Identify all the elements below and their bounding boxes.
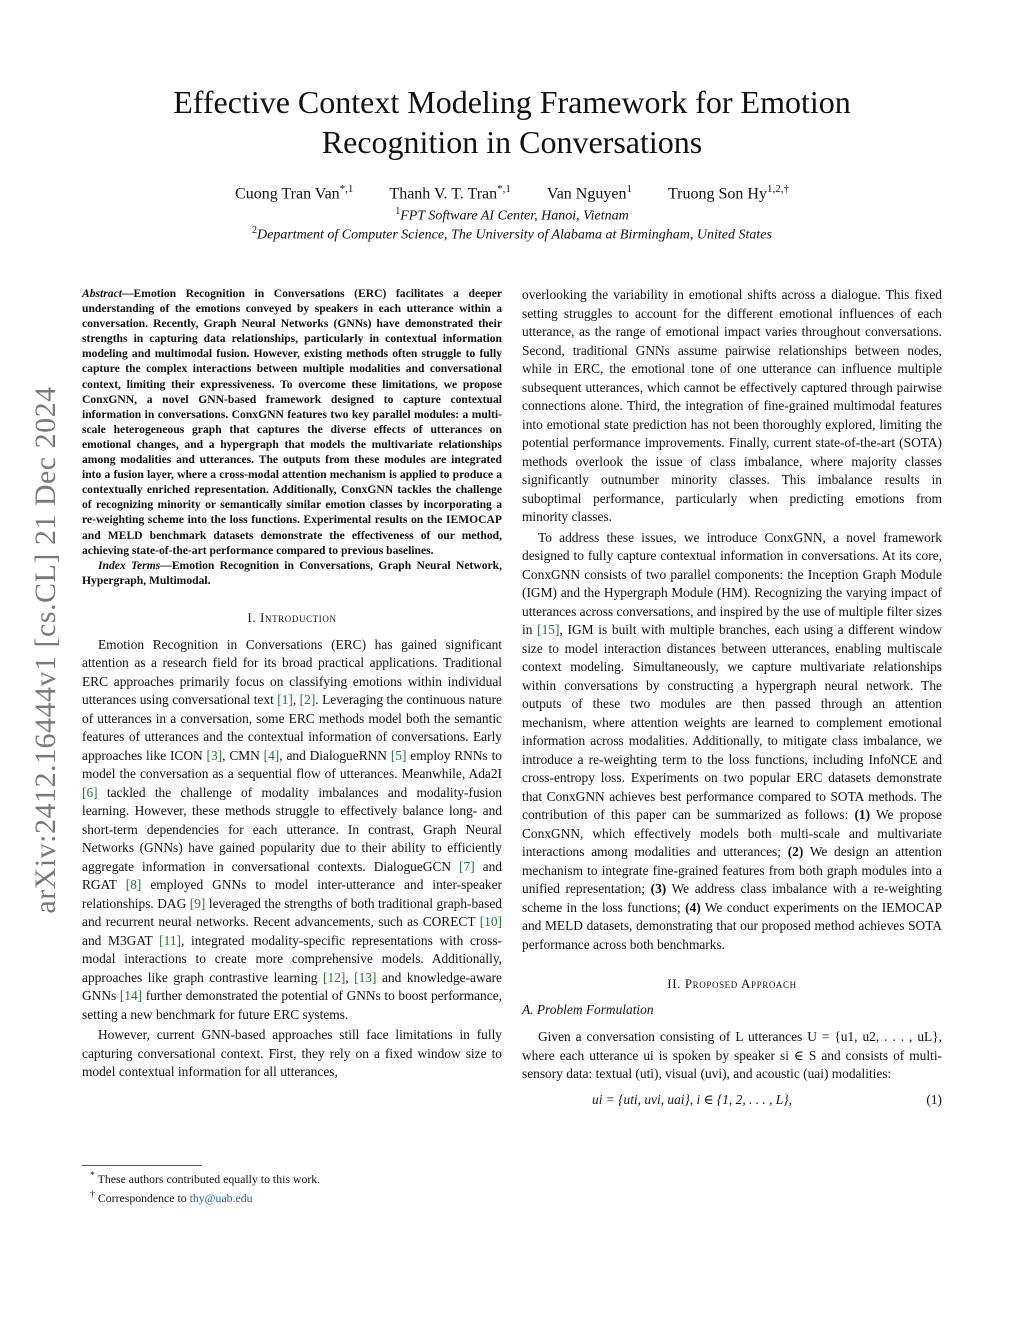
abstract-label: Abstract— (82, 287, 134, 300)
citation-link[interactable]: [11] (159, 932, 181, 948)
citation-link[interactable]: [12] (322, 969, 346, 985)
index-terms-text: Emotion Recognition in Conversations, Graph Neural Network, Hypergraph, Multimodal. (82, 558, 502, 587)
intro-paragraph-2-continued: overlooking the variability in emotional shifts across a dialogue. This fixed setting struggles to account for the different emotional influences of each utterance, as the range of emotional impact varies throughout conversations. Second, traditional GNNs assume pairwise relationships between nodes, while in ERC, the emotional tone of one utterance can influence multiple subsequent utterances, which cannot be effectively captured through pairwise connections alone. Third, the integration of fine-grained multimodal features into emotional state prediction has not been thoroughly explored, limiting the potential performance improvements. Finally, current state-of-the-art (SOTA) methods overlook the issue of class imbalance, where majority classes significantly outnumber minority classes. This imbalance results in suboptimal performance, particularly when predicting emotions from minority classes. (522, 287, 942, 524)
contribution-number: (3) (650, 881, 667, 896)
text: and M3GAT (82, 932, 160, 948)
citation-link[interactable]: [13] (354, 969, 377, 985)
title-line-2: Recognition in Conversations (321, 124, 703, 160)
citation-link[interactable]: [7] (459, 858, 475, 874)
abstract-text: Emotion Recognition in Conversations (ERC) facilitates a deeper understanding of the emotions conveyed by speakers in each utterance within a conversation. Recently, Graph Neural Networks (GNNs) have demonstrated their strengths in capturing data relationships, particularly in contextual information modeling and multimodal fusion. However, existing methods often struggle to fully capture the complex interactions between multiple modalities and conversational context, limiting their expressiveness. To overcome these limitations, we propose ConxGNN, a novel GNN-based framework designed to capture contextual information in conversations. ConxGNN features two key parallel modules: a multi-scale heterogeneous graph that captures the diverse effects of utterances on emotional changes, and a hypergraph that models the multivariate relationships among modalities and utterances. The outputs from these modules are integrated into a fusion layer, where a cross-modal attention mechanism is applied to produce a contextually enriched representation. Additionally, ConxGNN tackles the challenge of recognizing minority or semantically similar emotion classes by incorporating a re-weighting scheme into the loss functions. Experimental results on the IEMOCAP and MELD benchmark datasets demonstrate the effectiveness of our method, achieving state-of-the-art performance compared to previous baselines. (82, 287, 502, 557)
citation-link[interactable]: [6] (82, 784, 98, 800)
text: further demonstrated the potential of GNNs to boost performance, setting a new benchmark for future ERC systems. (82, 988, 502, 1022)
citation-link[interactable]: [14] (119, 988, 143, 1004)
equation-1 (522, 1092, 942, 1108)
text: We conduct experiments on the IEMOCAP and MELD datasets, demonstrating that our proposed method achieves SOTA performance across both benchmarks. (522, 899, 942, 952)
problem-formulation-paragraph: Given a conversation consisting of L utterances U = {u1, u2, . . . , uL}, where each utterance ui is spoken by speaker si ∈ S and consists of multi-sensory data: textual (uti), visual (uvi), and acoustic (uai) modalities: (522, 1029, 942, 1081)
title-line-1: Effective Context Modeling Framework for Emotion (173, 84, 851, 120)
text: employed GNNs to model inter-utterance and inter-speaker relationships. DAG (82, 877, 503, 911)
footnote-rule (82, 1165, 202, 1166)
contribution-number: (4) (685, 899, 701, 915)
author-list (80, 183, 944, 203)
section-heading-proposed-approach (522, 976, 942, 992)
text: and knowledge-aware GNNs (82, 969, 502, 1004)
author-affiliation-mark: 1,2,† (766, 183, 789, 195)
contribution-number: (1) (854, 807, 871, 822)
text: We propose ConxGNN, which effectively models both multi-scale and multivariate interactions among modalities and utterances; (522, 807, 942, 859)
intro-paragraph-2: However, current GNN-based approaches still face limitations in fully capturing conversational context. First, they rely on a fixed window size to model contextual information for all utterances, (82, 1027, 502, 1080)
author-name: Cuong Tran Van (235, 185, 340, 203)
equation-number: (1) (926, 1091, 942, 1107)
section-title: Proposed Approach (684, 976, 797, 991)
text: , integrated modality-specific representations with cross-modal interactions to create more comprehensive models. Additionally, approaches like graph contrastive learning (82, 932, 502, 985)
equation-content: ui = {uti, uvi, uai}, i ∈ {1, 2, . . . , L}, (592, 1091, 792, 1107)
abstract (82, 286, 502, 558)
text: , (345, 969, 355, 985)
contribution-number: (2) (787, 844, 804, 859)
index-terms-label: Index Terms— (98, 558, 172, 572)
intro-paragraph-1 (82, 636, 502, 1025)
index-terms (82, 558, 502, 588)
text: Emotion Recognition in Conversations (ERC) has gained significant attention as a research field for its broad practical applications. Traditional ERC approaches primarily focus on classifying emotions within individual utterances using conversational text (82, 636, 502, 708)
arxiv-identifier: arXiv:2412.16444v1 [cs.CL] 21 Dec 2024 (29, 386, 62, 914)
text: leveraged the strengths of both traditional graph-based and recurrent neural networks. Recent advancements, such as CORECT (82, 895, 502, 930)
text: To address these issues, we introduce ConxGNN, a novel framework designed to fully capture contextual information in conversations. At its core, ConxGNN consists of two parallel components: the Inception Graph Module (IGM) and the Hypergraph Module (HM). Recognizing the varying impact of utterances across conversations, and inspired by the use of multiple filter sizes in (522, 529, 942, 637)
citation-link[interactable]: [1] (277, 692, 293, 708)
citation-link[interactable]: [15] (537, 622, 560, 637)
footnotes (82, 1165, 502, 1206)
arxiv-stamp (26, 355, 66, 945)
author (389, 183, 510, 203)
footnote-1 (82, 1168, 502, 1187)
author-name: Truong Son Hy (667, 185, 767, 203)
affiliation-1 (80, 206, 944, 225)
section-title: Introduction (260, 609, 337, 625)
footnote-mark: * (90, 1170, 95, 1181)
affiliation-mark: 2 (252, 225, 258, 236)
text: We design an attention mechanism to integrate fine-grained features from both graph modules into a unified representation; (522, 844, 942, 896)
citation-link[interactable]: [4] (263, 747, 280, 763)
paper-title (80, 82, 944, 162)
citation-link[interactable]: [5] (390, 747, 407, 763)
affiliation-2 (80, 225, 944, 244)
left-column (82, 286, 502, 1082)
section-heading-introduction (82, 610, 502, 626)
affiliation-mark: 1 (395, 206, 401, 217)
subsection-heading: A. Problem Formulation (522, 1002, 654, 1017)
intro-paragraph-3 (522, 529, 942, 955)
email-link[interactable]: thy@uab.edu (189, 1190, 253, 1205)
footnote-mark: † (90, 1188, 95, 1200)
author-affiliation-mark: *,1 (497, 183, 511, 195)
footnote-2 (82, 1187, 502, 1206)
author (547, 183, 632, 203)
affiliation-text: FPT Software AI Center, Hanoi, Vietnam (400, 208, 629, 224)
text: . Leveraging the continuous nature of utterances in a conversation, some ERC methods model both the semantic features of utterances and the contextual information of conversations. Early approaches like ICON (82, 692, 502, 763)
text: , and DialogueRNN (279, 747, 391, 763)
citation-link[interactable]: [9] (189, 895, 206, 911)
section-number: I. (247, 609, 257, 625)
citation-link[interactable]: [8] (125, 877, 142, 893)
citation-link[interactable]: [2] (299, 692, 316, 708)
affiliation-text: Department of Computer Science, The University of Alabama at Birmingham, United States (257, 227, 772, 243)
author-affiliation-mark: *,1 (339, 183, 354, 195)
author-name: Van Nguyen (546, 185, 627, 203)
text: employ RNNs to model the conversation as a sequential flow of utterances. Meanwhile, Ada2I (82, 747, 502, 782)
right-column (522, 286, 942, 1108)
author (668, 183, 789, 203)
text: and RGAT (82, 858, 502, 893)
author-affiliation-mark: 1 (626, 183, 632, 195)
citation-link[interactable]: [3] (206, 747, 223, 763)
footnote-text: These authors contributed equally to this work. (97, 1171, 321, 1186)
citation-link[interactable]: [10] (479, 914, 502, 930)
footnote-text: Correspondence to (97, 1190, 190, 1205)
author-name: Thanh V. T. Tran (389, 185, 498, 203)
text: , IGM is built with multiple branches, each using a different window size to model interaction distances between utterances, enabling multiscale context modeling. Simultaneously, we capture multivariate relationships within conversations by constructing a hypergraph neural network. The outputs of these two modules are then passed through an attention mechanism, where attention weights are learned to complement emotional information across modalities. Additionally, to mitigate class imbalance, we introduce a re-weighting term to the loss functions, including InfoNCE and cross-entropy loss. Experiments on two popular ERC datasets demonstrate that ConxGNN achieves best performance compared to SOTA methods. The contribution of this paper can be summarized as follows: (522, 622, 942, 822)
text: We address class imbalance with a re-weighting scheme in the loss functions; (522, 881, 942, 915)
text: , (292, 692, 300, 708)
author (235, 183, 353, 203)
text: , CMN (222, 747, 264, 763)
section-number: II. (667, 976, 681, 991)
text: tackled the challenge of modality imbalances and modality-fusion learning. However, these methods struggle to effectively balance long- and short-term dependencies for each utterance. In contrast, Graph Neural Networks (GNNs) have gained popularity due to their ability to efficiently aggregate information in conversational contexts. DialogueGCN (82, 784, 502, 874)
